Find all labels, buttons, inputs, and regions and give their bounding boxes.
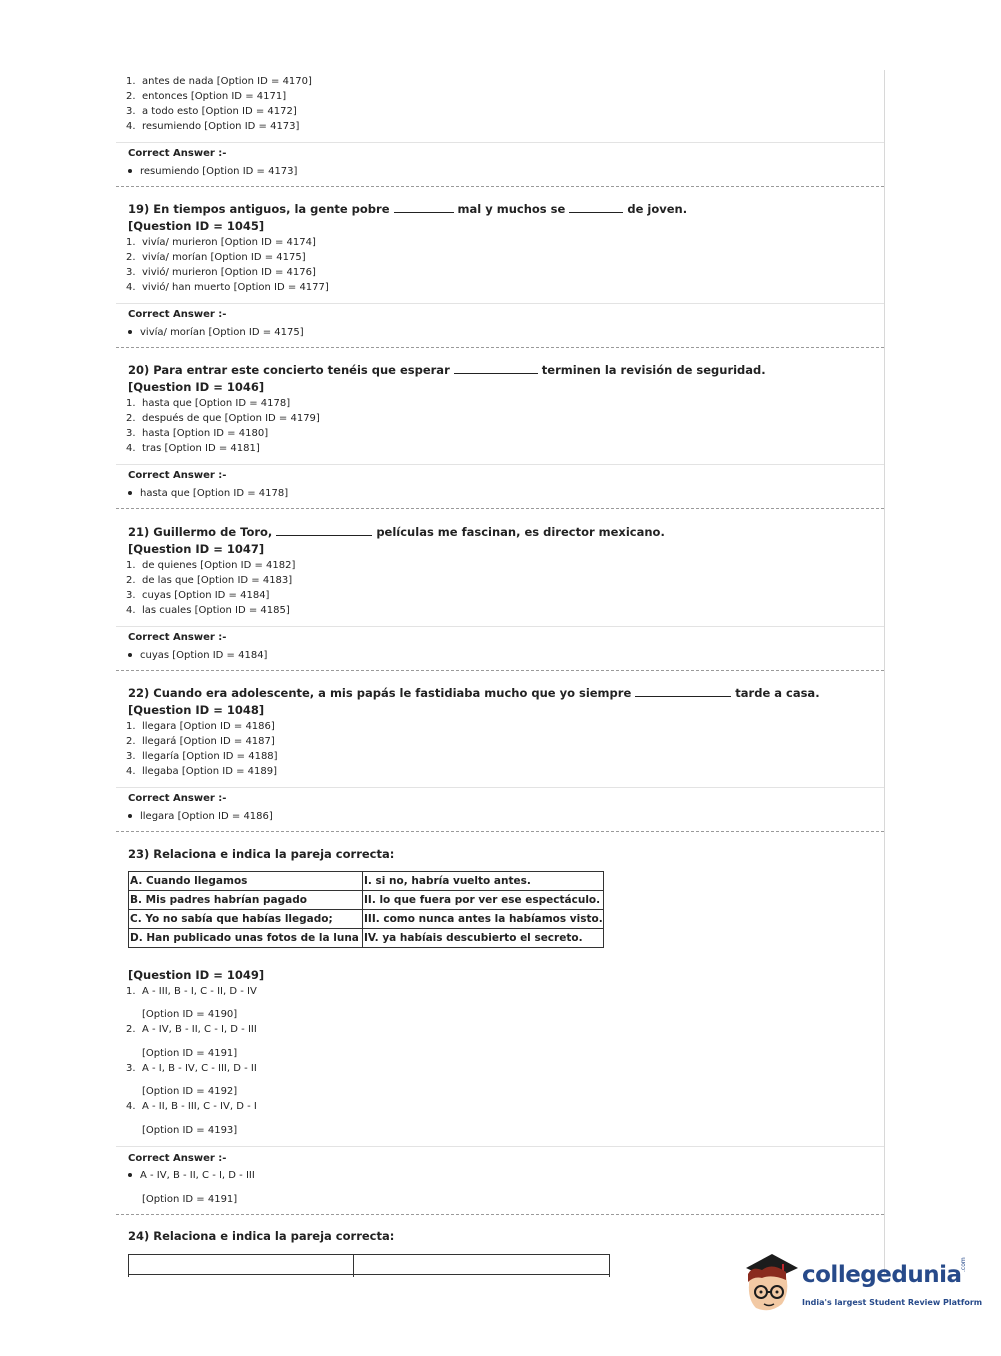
correct-answer: cuyas [Option ID = 4184] — [128, 650, 267, 661]
q21-options — [126, 558, 295, 618]
correct-answer: vivía/ morían [Option ID = 4175] — [128, 327, 304, 338]
bullet-icon — [128, 491, 132, 495]
correct-answer-label: Correct Answer :- — [128, 793, 227, 804]
option: 3. a todo esto [Option ID = 4172] — [126, 106, 297, 117]
correct-answer-divider — [116, 142, 884, 143]
mascot-icon — [742, 1248, 800, 1318]
question-23-id: [Question ID = 1049] — [128, 968, 265, 982]
table-cell: A. Cuando llegamos — [129, 872, 363, 891]
table-row — [129, 872, 604, 891]
question-21-text: 21) Guillermo de Toro, películas me fascinan, es director mexicano. — [128, 525, 665, 539]
question-paper — [116, 70, 885, 1276]
correct-answer: resumiendo [Option ID = 4173] — [128, 166, 297, 177]
matching-table — [128, 1254, 610, 1277]
option: 2. llegará [Option ID = 4187] — [126, 736, 275, 747]
option: 4. llegaba [Option ID = 4189] — [126, 766, 278, 777]
brand-tagline: India's largest Student Review Platform — [802, 1298, 983, 1307]
q20-options — [126, 396, 320, 456]
option: 2. vivía/ morían [Option ID = 4175] — [126, 252, 306, 263]
question-19-text: 19) En tiempos antiguos, la gente pobre mal y muchos se de joven. — [128, 202, 688, 216]
correct-answer: A - IV, B - II, C - I, D - III — [128, 1170, 255, 1181]
q19-options — [126, 235, 329, 295]
option: 3. hasta [Option ID = 4180] — [126, 428, 269, 439]
table-cell: B. Mis padres habrían pagado — [129, 891, 363, 910]
option: 4. A - II, B - III, C - IV, D - I — [126, 1101, 257, 1112]
correct-answer-divider — [116, 303, 884, 304]
option: 3. vivió/ murieron [Option ID = 4176] — [126, 267, 316, 278]
question-20-text: 20) Para entrar este concierto tenéis que esperar terminen la revisión de seguridad. — [128, 363, 766, 377]
bullet-icon — [128, 814, 132, 818]
question-24-text: 24) Relaciona e indica la pareja correcta: — [128, 1229, 395, 1243]
bullet-icon — [128, 1173, 132, 1177]
table-row — [129, 910, 604, 929]
correct-answer-label: Correct Answer :- — [128, 1153, 227, 1164]
table-cell: IV. ya habíais descubierto el secreto. — [363, 929, 604, 948]
brand-suffix: .com — [960, 1257, 967, 1272]
bullet-icon — [128, 330, 132, 334]
table-cell: II. lo que fuera por ver ese espectáculo. — [363, 891, 604, 910]
option: 1. hasta que [Option ID = 4178] — [126, 398, 291, 409]
question-separator — [116, 508, 884, 509]
option-id: [Option ID = 4190] — [142, 1009, 238, 1020]
correct-answer-label: Correct Answer :- — [128, 148, 227, 159]
correct-answer: llegara [Option ID = 4186] — [128, 811, 273, 822]
bullet-icon — [128, 169, 132, 173]
option: 1. A - III, B - I, C - II, D - IV — [126, 986, 257, 997]
table-row — [129, 891, 604, 910]
option-id: [Option ID = 4192] — [142, 1086, 238, 1097]
table-row — [129, 929, 604, 948]
option: 3. llegaría [Option ID = 4188] — [126, 751, 278, 762]
option: 4. resumiendo [Option ID = 4173] — [126, 121, 300, 132]
q18-options — [126, 74, 312, 134]
question-22-text: 22) Cuando era adolescente, a mis papás le fastidiaba mucho que yo siempre tarde a casa. — [128, 686, 820, 700]
table-cell: D. Han publicado unas fotos de la luna — [129, 929, 363, 948]
question-separator — [116, 831, 884, 832]
question-separator — [116, 186, 884, 187]
correct-answer: hasta que [Option ID = 4178] — [128, 488, 288, 499]
option: 1. antes de nada [Option ID = 4170] — [126, 76, 312, 87]
correct-answer-label: Correct Answer :- — [128, 470, 227, 481]
option: 2. después de que [Option ID = 4179] — [126, 413, 320, 424]
correct-answer-divider — [116, 1146, 884, 1147]
table-cell: C. Yo no sabía que habías llegado; — [129, 910, 363, 929]
question-separator — [116, 347, 884, 348]
option: 1. vivía/ murieron [Option ID = 4174] — [126, 237, 316, 248]
bullet-icon — [128, 653, 132, 657]
option: 4. vivió/ han muerto [Option ID = 4177] — [126, 282, 329, 293]
option-id: [Option ID = 4193] — [142, 1125, 238, 1136]
correct-answer-id: [Option ID = 4191] — [142, 1194, 238, 1205]
option: 1. de quienes [Option ID = 4182] — [126, 560, 296, 571]
question-separator — [116, 670, 884, 671]
matching-table — [128, 871, 604, 948]
correct-answer-label: Correct Answer :- — [128, 632, 227, 643]
table-cell: I. si no, habría vuelto antes. — [363, 872, 604, 891]
question-23-text: 23) Relaciona e indica la pareja correcta: — [128, 847, 395, 861]
table-divider — [129, 1274, 609, 1275]
correct-answer-divider — [116, 464, 884, 465]
question-19-id: [Question ID = 1045] — [128, 219, 265, 233]
table-cell: III. como nunca antes la habíamos visto. — [363, 910, 604, 929]
option: 1. llegara [Option ID = 4186] — [126, 721, 275, 732]
option: 2. de las que [Option ID = 4183] — [126, 575, 293, 586]
collegedunia-logo — [742, 1248, 983, 1320]
correct-answer-divider — [116, 626, 884, 627]
question-separator — [116, 1214, 884, 1215]
option: 2. entonces [Option ID = 4171] — [126, 91, 287, 102]
option: 3. cuyas [Option ID = 4184] — [126, 590, 270, 601]
option: 4. las cuales [Option ID = 4185] — [126, 605, 290, 616]
option: 3. A - I, B - IV, C - III, D - II — [126, 1063, 257, 1074]
option: 4. tras [Option ID = 4181] — [126, 443, 260, 454]
question-20-id: [Question ID = 1046] — [128, 380, 265, 394]
option: 2. A - IV, B - II, C - I, D - III — [126, 1024, 257, 1035]
brand-name: collegedunia — [802, 1262, 962, 1288]
correct-answer-divider — [116, 787, 884, 788]
question-21-id: [Question ID = 1047] — [128, 542, 265, 556]
option-id: [Option ID = 4191] — [142, 1048, 238, 1059]
q22-options — [126, 719, 278, 779]
question-22-id: [Question ID = 1048] — [128, 703, 265, 717]
correct-answer-label: Correct Answer :- — [128, 309, 227, 320]
